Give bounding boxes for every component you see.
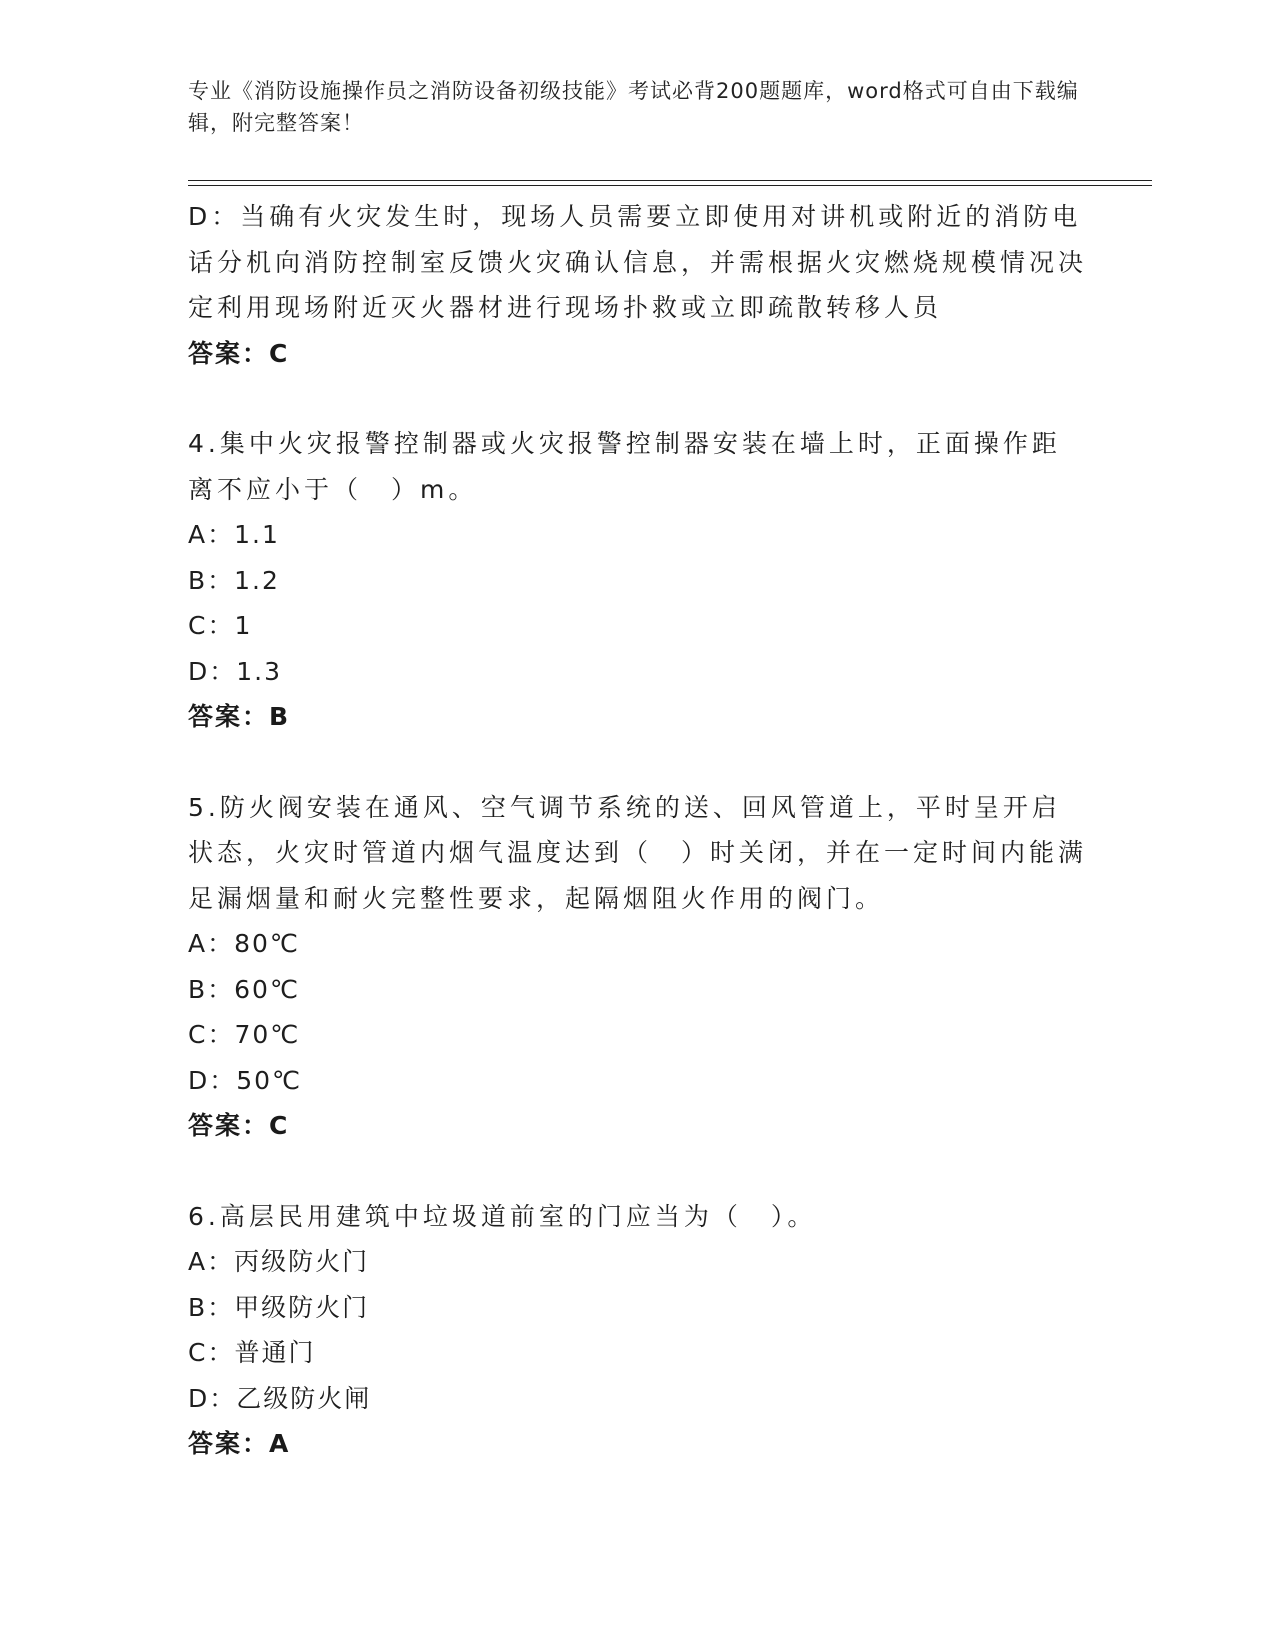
header-rule-top xyxy=(188,180,1152,181)
spacer xyxy=(188,376,1088,421)
spacer xyxy=(188,1149,1088,1194)
question-5 xyxy=(188,785,1088,1149)
question-4-option-b: B：1.2 xyxy=(188,565,280,595)
question-6-answer: 答案：A xyxy=(188,1429,291,1458)
question-5-stem: 5.防火阀安装在通风、空气调节系统的送、回风管道上，平时呈开启状态，火灾时管道内烟气温度达到（ ）时关闭，并在一定时间内能满足漏烟量和耐火完整性要求，起隔烟阻火作用的阀门。 xyxy=(188,792,1088,913)
question-4-option-c: C：1 xyxy=(188,611,253,640)
question-5-option-d: D：50℃ xyxy=(188,1065,303,1095)
question-6-option-a: A：丙级防火门 xyxy=(188,1247,370,1276)
question-3-tail xyxy=(188,194,1088,376)
question-4 xyxy=(188,421,1088,740)
document-header: 专业《消防设施操作员之消防设备初级技能》考试必背200题题库，word格式可自由下载编辑，附完整答案！ xyxy=(188,79,1079,135)
question-6 xyxy=(188,1194,1088,1467)
question-6-option-b: B：甲级防火门 xyxy=(188,1292,370,1322)
question-5-option-a: A：80℃ xyxy=(188,929,300,958)
question-6-option-d: D：乙级防火闸 xyxy=(188,1383,372,1413)
spacer xyxy=(188,740,1088,785)
question-3-answer: 答案：C xyxy=(188,338,290,368)
question-list xyxy=(188,194,1088,1467)
question-5-option-c: C：70℃ xyxy=(188,1020,301,1049)
question-4-option-a: A：1.1 xyxy=(188,520,280,549)
question-5-option-b: B：60℃ xyxy=(188,974,301,1004)
question-6-stem: 6.高层民用建筑中垃圾道前室的门应当为（ ）。 xyxy=(188,1201,817,1231)
question-5-answer: 答案：C xyxy=(188,1111,290,1140)
question-4-answer: 答案：B xyxy=(188,702,291,731)
question-3-option-d: D：当确有火灾发生时，现场人员需要立即使用对讲机或附近的消防电话分机向消防控制室反馈火灾确认信息，并需根据火灾燃烧规模情况决定利用现场附近灭火器材进行现场扑救或立即疏散转移人员 xyxy=(188,202,1088,322)
question-4-stem: 4.集中火灾报警控制器或火灾报警控制器安装在墙上时，正面操作距离不应小于（ ）m。 xyxy=(188,429,1061,504)
question-4-option-d: D：1.3 xyxy=(188,656,283,686)
header-rule-bottom xyxy=(188,185,1152,186)
question-6-option-c: C：普通门 xyxy=(188,1338,316,1367)
